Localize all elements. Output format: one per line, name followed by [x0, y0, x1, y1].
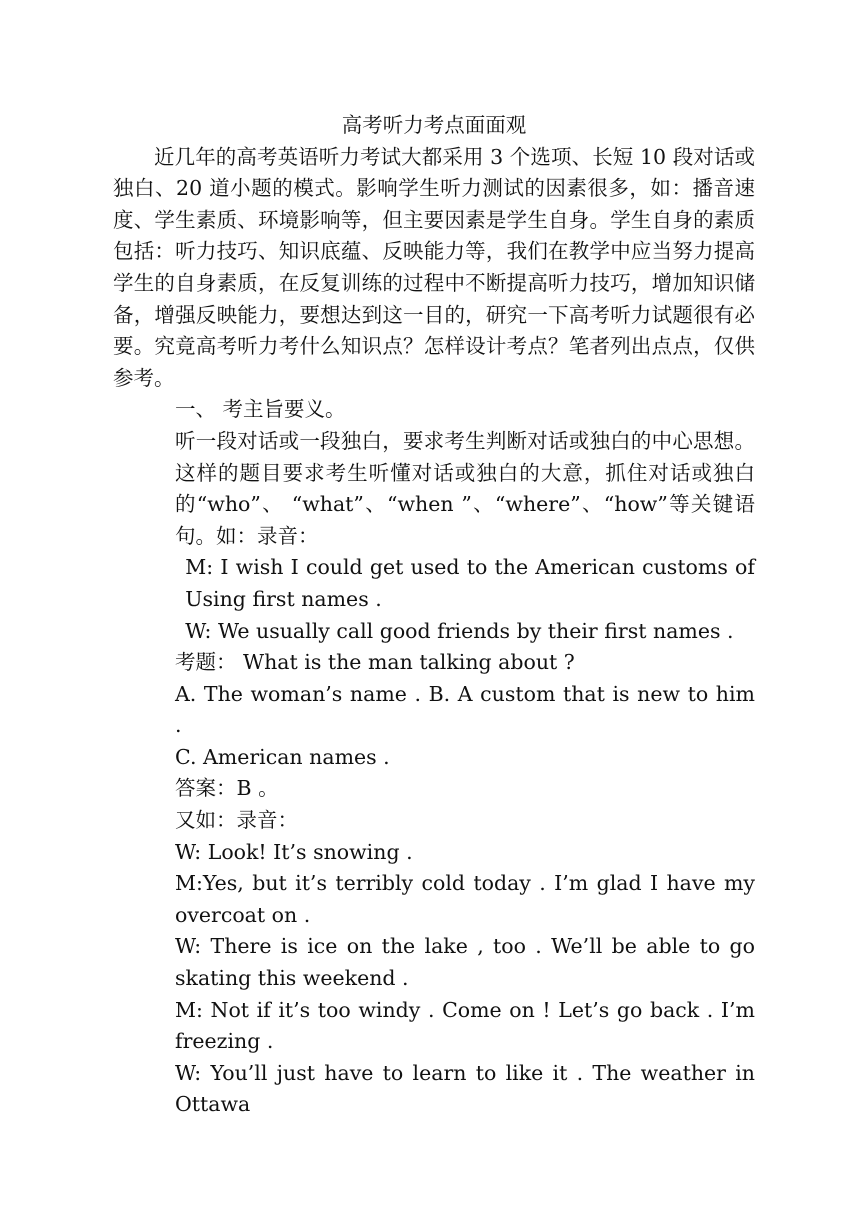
example1-option-c: C. American names . [175, 744, 390, 769]
example2-line5: W: You’ll just have to learn to like it . The weather in Ottawa [175, 1060, 755, 1117]
example2-line1: W: Look! It’s snowing . [175, 839, 413, 864]
document-page [113, 110, 755, 1121]
section1-description: 听一段对话或一段独白，要求考生判断对话或独白的中心思想。这样的题目要求考生听懂对话或独白的大意，抓住对话或独白的“who”、 “what”、“when ”、“where”、“how”等关键语句。如：录音： [175, 428, 755, 548]
section1-heading: 一、 考主旨要义。 [175, 397, 346, 422]
example2-label: 又如：录音： [175, 808, 298, 833]
intro-paragraph: 近几年的高考英语听力考试大都采用 3 个选项、长短 10 段对话或独白、20 道小题的模式。影响学生听力测试的因素很多，如：播音速度、学生素质、环境影响等，但主要因素是学生自身。学生自身的素质包括：听力技巧、知识底蕴、反映能力等，我们在教学中应当努力提高学生的自身素质，在反复训练的过程中不断提高听力技巧，增加知识储备，增强反映能力，要想达到这一目的，研究一下高考听力试题很有必要。究竟高考听力考什么知识点？怎样设计考点？笔者列出点点，仅供参考。 [113, 144, 755, 390]
example2-line2: M:Yes, but it’s terribly cold today . I’m glad I have my overcoat on . [175, 871, 755, 927]
example2-line3: W: There is ice on the lake , too . We’ll be able to go skating this weekend . [175, 934, 755, 991]
example1-options-ab: A. The woman’s name . B. A custom that is new to him . [175, 681, 755, 738]
example2-line4: M: Not if it’s too windy . Come on ! Let’s go back . I’m freezing . [175, 997, 755, 1054]
document-title: 高考听力考点面面观 [341, 113, 527, 137]
example1-line2: W: We usually call good friends by their first names . [185, 618, 734, 643]
example1-question: 考题： What is the man talking about ? [175, 650, 575, 675]
example1-line1: M: I wish I could get used to the American customs of Using first names . [185, 555, 755, 611]
example1-answer: 答案：B 。 [175, 776, 279, 801]
document-body [175, 394, 755, 1121]
